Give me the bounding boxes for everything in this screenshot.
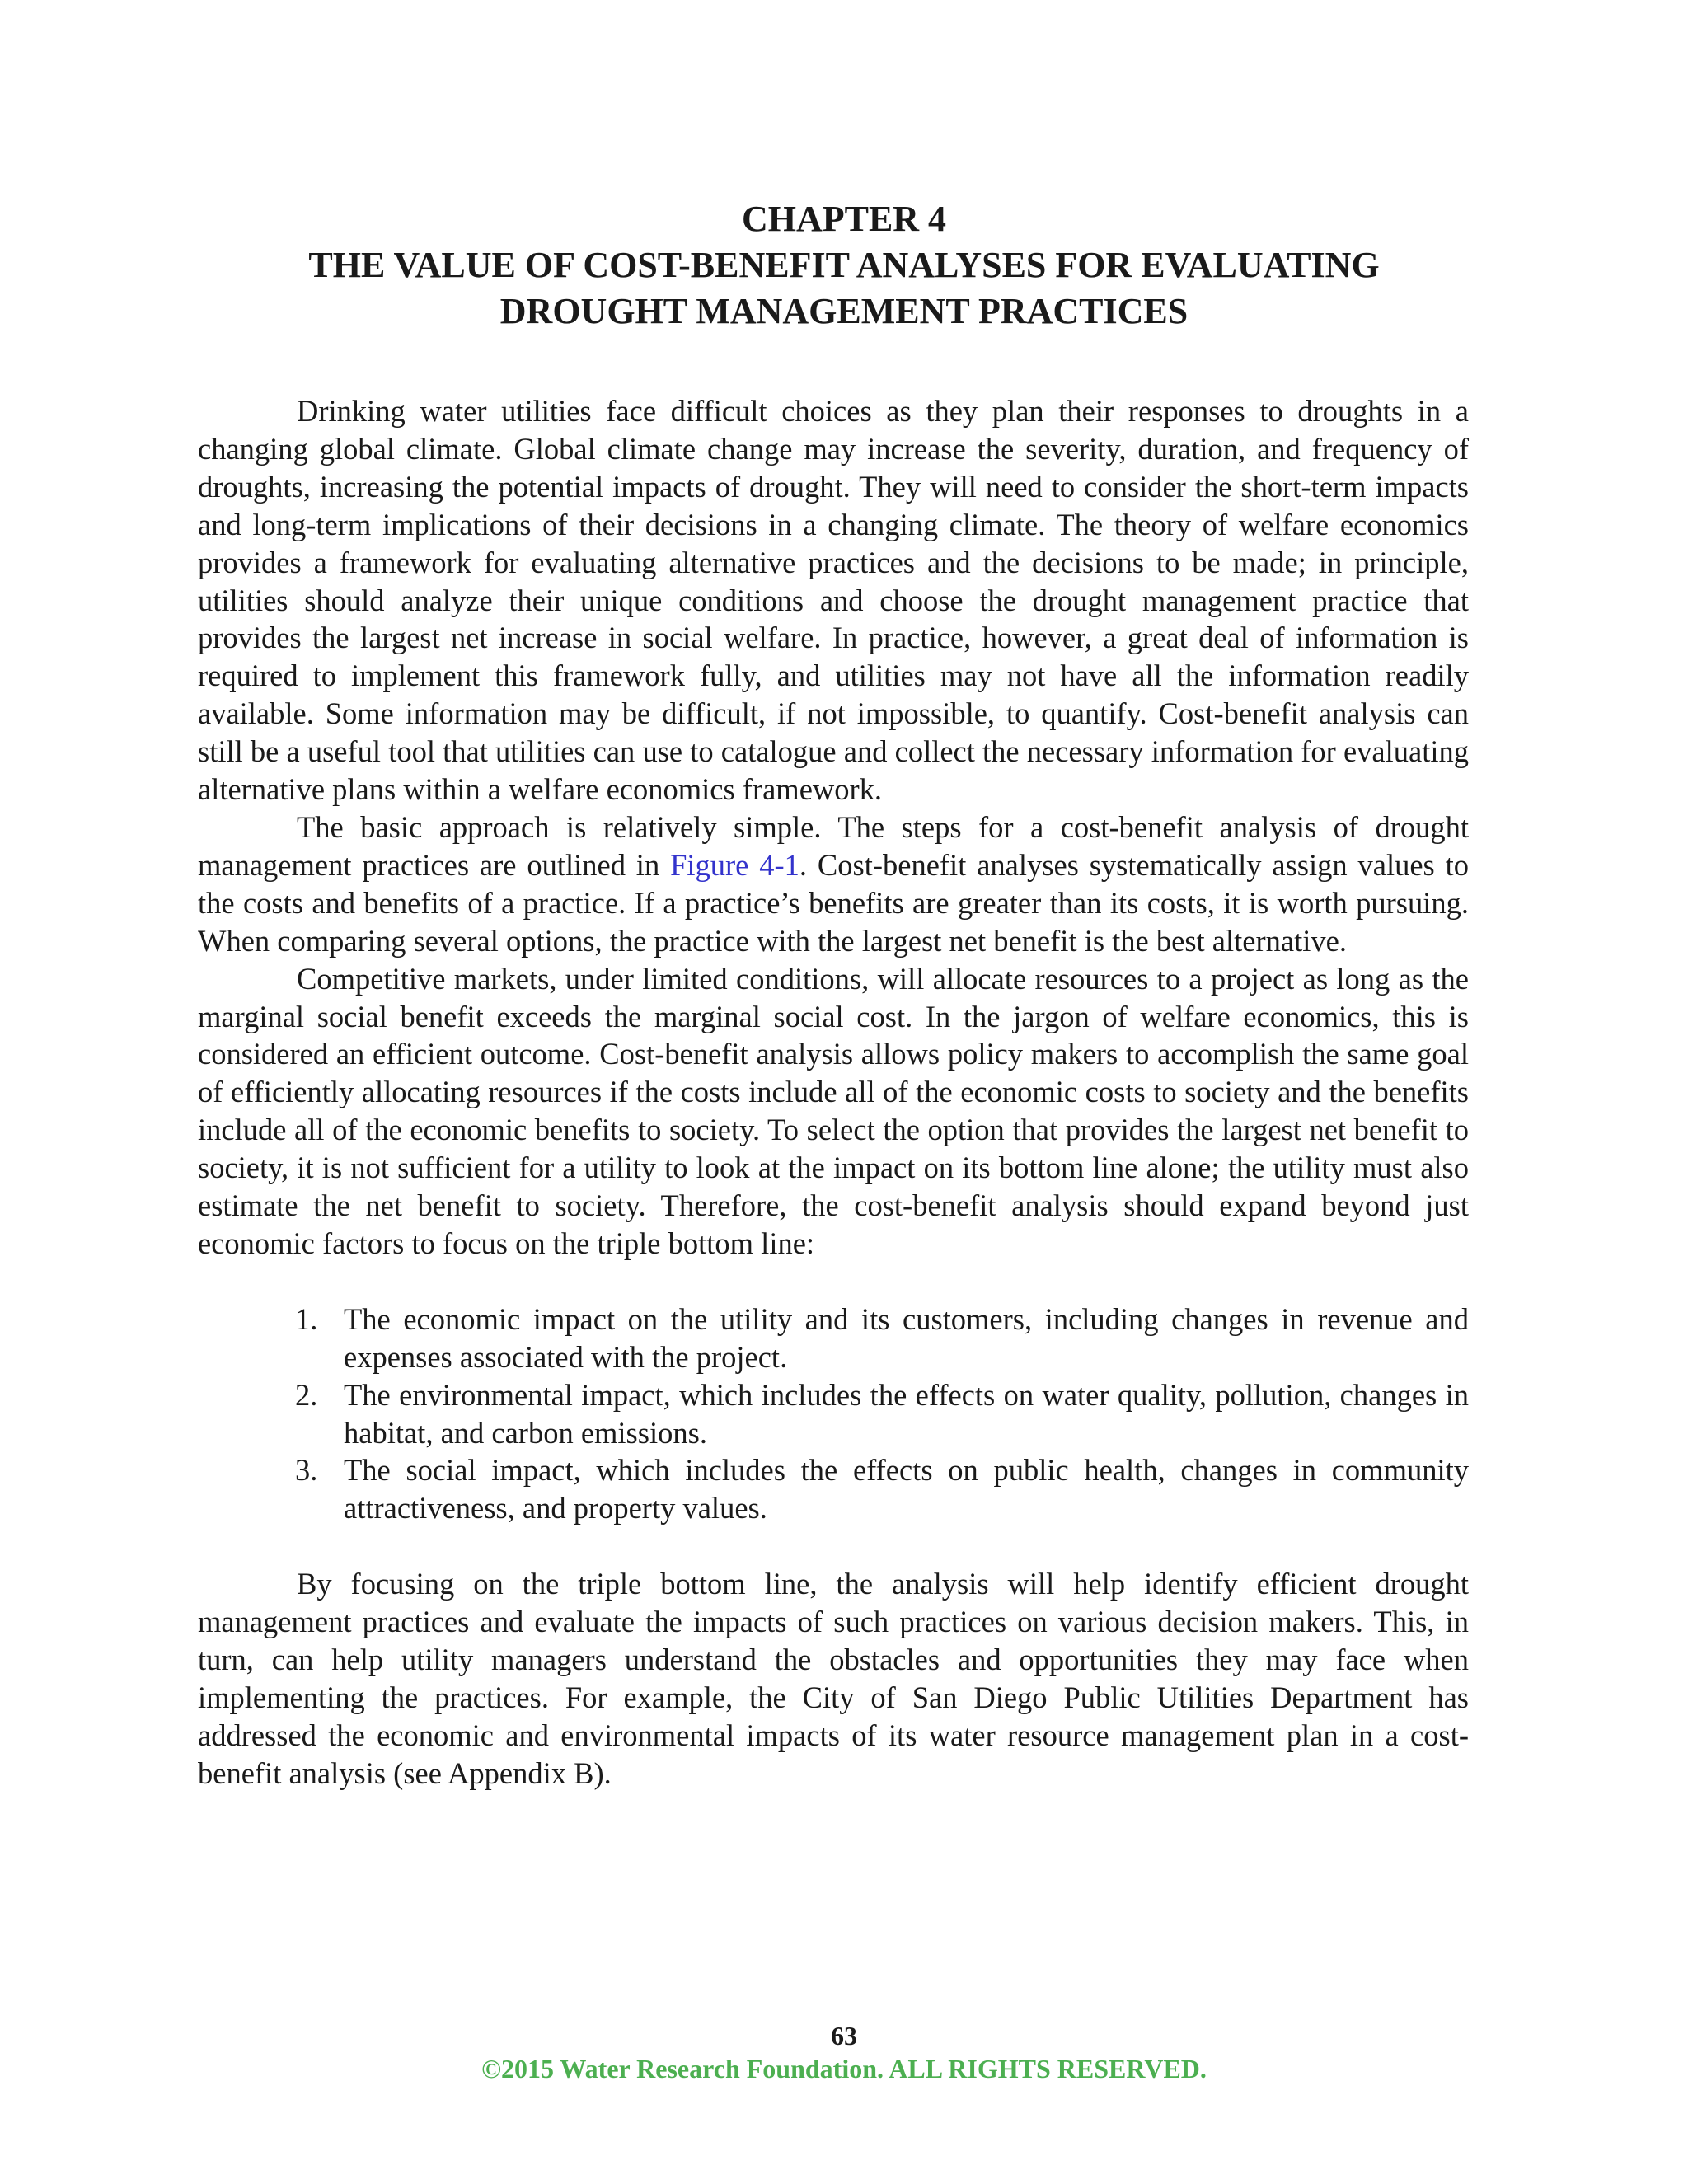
triple-bottom-line-list xyxy=(198,1301,1469,1527)
paragraph-2-text-end: . Cost-benefit analyses systematically assign values to the costs and benefits of a practice. If a practice’s benefits are greater than its costs, it is worth pursuing. When comparing several options, the practice with the largest net benefit is the best alternative. xyxy=(198,847,1470,958)
list-item-number: 1. xyxy=(295,1301,318,1336)
page-footer xyxy=(0,2019,1688,2085)
chapter-number: CHAPTER 4 xyxy=(741,199,947,239)
list-item-number: 3. xyxy=(295,1453,318,1488)
paragraph-2 xyxy=(198,808,1469,960)
body-text xyxy=(198,392,1469,1793)
list-item xyxy=(198,1376,1469,1452)
chapter-title-line-2: DROUGHT MANAGEMENT PRACTICES xyxy=(499,291,1189,331)
copyright-notice: ©2015 Water Research Foundation. ALL RIGHTS RESERVED. xyxy=(481,2054,1207,2083)
list-item xyxy=(198,1301,1469,1376)
list-item-text: The environmental impact, which includes the effects on water quality, pollution, changes in habitat, and carbon emissions. xyxy=(344,1377,1469,1450)
chapter-header xyxy=(198,196,1490,335)
list-item-text: The social impact, which includes the effects on public health, changes in community attractiveness, and property values. xyxy=(344,1453,1469,1526)
paragraph-3: Competitive markets, under limited conditions, will allocate resources to a project as long as the marginal social benefit exceeds the marginal social cost. In the jargon of welfare economics, this is considered an efficient outcome. Cost-benefit analysis allows policy makers to accomplish the same goal of efficiently allocating resources if the costs include all of the economic costs to society and the benefits include all of the economic benefits to society. To select the option that provides the largest net benefit to society, it is not sufficient for a utility to look at the impact on its bottom line alone; the utility must also estimate the net benefit to society. Therefore, the cost-benefit analysis should expand beyond just economic factors to focus on the triple bottom line: xyxy=(198,961,1469,1260)
paragraph-4: By focusing on the triple bottom line, the analysis will help identify efficient drought management practices and evaluate the impacts of such practices on various decision makers. This, in turn, can help utility managers understand the obstacles and opportunities they may face when implementing the practices. For example, the City of San Diego Public Utilities Department has addressed the economic and environmental impacts of its water resource management plan in a cost-benefit analysis (see Appendix B). xyxy=(198,1567,1469,1790)
chapter-title-line-1: THE VALUE OF COST-BENEFIT ANALYSES FOR EVALUATING xyxy=(308,245,1380,285)
page-number: 63 xyxy=(831,2021,857,2050)
figure-4-1-link[interactable]: Figure 4-1 xyxy=(670,847,799,882)
list-item-number: 2. xyxy=(295,1377,318,1412)
list-item xyxy=(198,1451,1469,1527)
paragraph-1: Drinking water utilities face difficult choices as they plan their responses to droughts in a changing global climate. Global climate change may increase the severity, duration, and frequency of droughts, increasing the potential impacts of drought. They will need to consider the short-term impacts and long-term implications of their decisions in a changing climate. The theory of welfare economics provides a framework for evaluating alternative practices and the decisions to be made; in principle, utilities should analyze their unique conditions and choose the drought management practice that provides the largest net increase in social welfare. In practice, however, a great deal of information is required to implement this framework fully, and utilities may not have all the information readily available. Some information may be difficult, if not impossible, to quantify. Cost-benefit analysis can still be a useful tool that utilities can use to catalogue and collect the necessary information for evaluating alternative plans within a welfare economics framework. xyxy=(198,394,1469,807)
list-item-text: The economic impact on the utility and its customers, including changes in revenue and expenses associated with the project. xyxy=(344,1301,1469,1374)
paragraph-2-text-start: The basic approach is relatively simple. The steps for a cost-benefit analysis of drought management practices are outlined in xyxy=(198,809,1469,882)
